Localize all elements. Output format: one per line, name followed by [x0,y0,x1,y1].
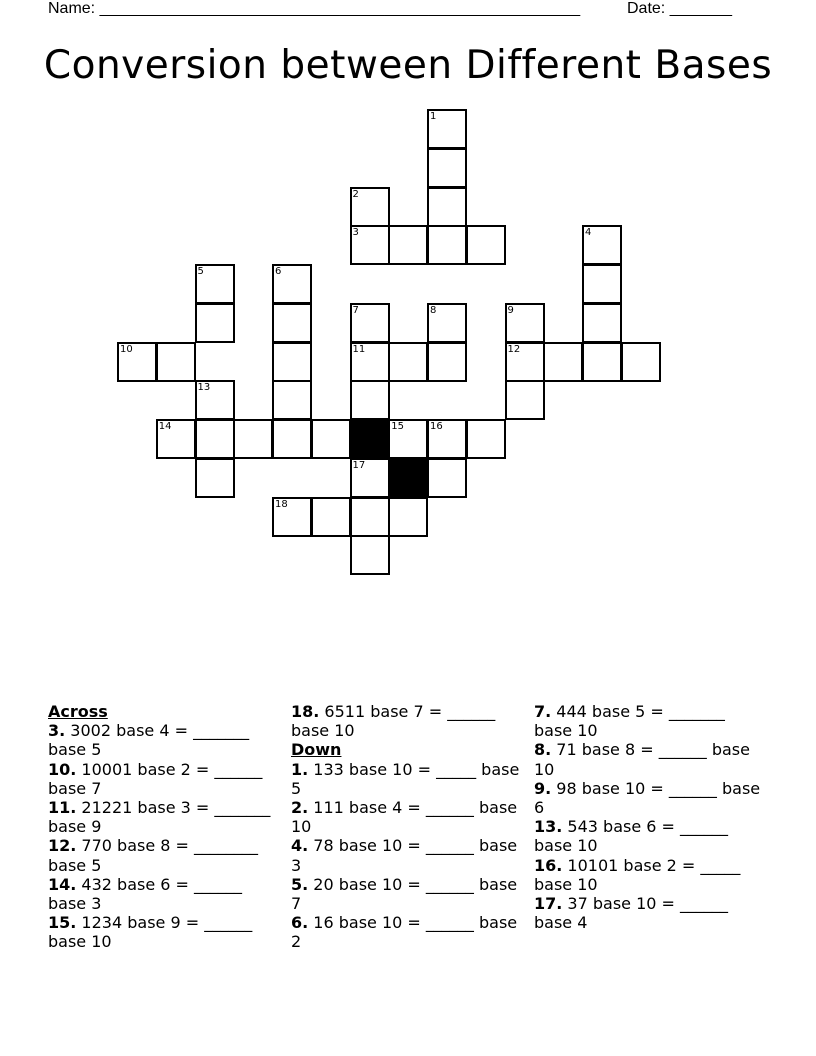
crossword-cell[interactable] [156,342,196,382]
crossword-cell[interactable] [582,225,622,265]
crossword-black-cell [350,419,390,459]
crossword-cell[interactable] [272,342,312,382]
clue-number: 3 [352,227,359,239]
clue-number: 8 [430,304,437,316]
crossword-cell[interactable] [311,497,351,537]
crossword-cell[interactable] [466,225,506,265]
clue-down-13: 13. 543 base 6 = ______ base 10 [534,817,729,856]
clue-down-2: 2. 111 base 4 = ______ base 10 [291,798,518,837]
clue-down-4: 4. 78 base 10 = ______ base 3 [291,836,518,875]
crossword-cell[interactable] [350,497,390,537]
crossword-cell[interactable] [195,419,235,459]
clue-down-9: 9. 98 base 10 = ______ base 6 [534,778,761,818]
crossword-cell[interactable] [195,458,235,498]
crossword-cell[interactable] [582,303,622,343]
clue-number: 12 [507,343,521,355]
crossword-cell[interactable] [427,225,467,265]
crossword-cell[interactable] [350,187,390,227]
clue-number: 4 [585,227,592,239]
clue-column-3 [534,702,764,932]
clue-down-5: 5. 20 base 10 = ______ base 7 [291,874,518,914]
crossword-cell[interactable] [272,303,312,343]
crossword-cell[interactable] [311,419,351,459]
crossword-cell[interactable] [272,497,312,537]
clue-number: 14 [158,421,172,432]
crossword-cell[interactable] [505,342,545,382]
crossword-cell[interactable] [543,342,583,382]
clue-down-17: 17. 37 base 10 = ______ base 4 [534,894,729,933]
clue-number: 6 [275,266,282,277]
crossword-cell[interactable] [272,419,312,459]
crossword-cell[interactable] [388,497,428,537]
crossword-cell[interactable] [427,342,467,382]
crossword-cell[interactable] [582,264,622,304]
crossword-cell[interactable] [505,380,545,420]
clue-across-11: 11. 21221 base 3 = _______ base 9 [48,798,271,837]
crossword-cell[interactable] [505,303,545,343]
crossword-black-cell [388,458,428,498]
crossword-cell[interactable] [388,419,428,459]
crossword-cell[interactable] [388,342,428,382]
crossword-cell[interactable] [272,380,312,420]
crossword-cell[interactable] [427,419,467,459]
clue-across-18: 18. 6511 base 7 = ______ base 10 [291,702,496,741]
crossword-cell[interactable] [427,109,467,149]
crossword-cell[interactable] [427,148,467,188]
name-field-label: Name: ______________________________________________________ [48,0,581,17]
clue-number: 5 [197,266,204,277]
clue-down-8: 8. 71 base 8 = ______ base 10 [534,740,750,779]
clue-across-3: 3. 3002 base 4 = _______ base 5 [48,721,250,760]
crossword-cell[interactable] [233,419,273,459]
crossword-cell[interactable] [350,380,390,420]
clue-number: 11 [352,343,366,355]
crossword-cell[interactable] [466,419,506,459]
clue-number: 9 [507,304,514,316]
clue-number: 16 [430,421,443,432]
clue-column-2 [291,702,521,952]
date-field-label: Date: _______ [627,0,732,17]
clue-number: 7 [352,304,359,316]
clue-number: 10 [120,343,133,355]
clue-down-7: 7. 444 base 5 = _______ base 10 [534,702,725,741]
clue-number: 17 [352,459,366,471]
page-title: Conversion between Different Bases [43,43,773,88]
clue-column-1 [48,702,278,952]
crossword-cell[interactable] [195,264,235,304]
clue-down-1: 1. 133 base 10 = _____ base 5 [291,759,520,798]
crossword-cell[interactable] [350,535,390,575]
clue-across-15: 15. 1234 base 9 = ______ base 10 [48,913,253,952]
crossword-cell[interactable] [350,225,390,265]
down-heading: Down [291,740,342,760]
clue-across-12: 12. 770 base 8 = ________ base 5 [48,836,259,875]
clue-across-10: 10. 10001 base 2 = ______ base 7 [48,759,263,798]
crossword-cell[interactable] [621,342,661,382]
crossword-cell[interactable] [427,303,467,343]
crossword-cell[interactable] [427,458,467,498]
clue-down-16: 16. 10101 base 2 = _____ base 10 [534,855,741,894]
clue-down-6: 6. 16 base 10 = ______ base 2 [291,913,518,952]
crossword-cell[interactable] [156,419,196,459]
crossword-cell[interactable] [117,342,157,382]
crossword-cell[interactable] [350,342,390,382]
clue-number: 13 [197,382,211,394]
crossword-cell[interactable] [195,303,235,343]
clue-across-14: 14. 432 base 6 = ______ base 3 [48,874,243,914]
crossword-cell[interactable] [195,380,235,420]
crossword-cell[interactable] [350,303,390,343]
across-heading: Across [48,702,108,721]
clue-number: 15 [391,421,404,432]
crossword-cell[interactable] [350,458,390,498]
crossword-cell[interactable] [388,225,428,265]
clue-number: 18 [275,498,288,510]
crossword-cell[interactable] [427,187,467,227]
clue-number: 2 [352,188,359,200]
crossword-cell[interactable] [272,264,312,304]
clue-number: 1 [430,111,437,122]
crossword-cell[interactable] [582,342,622,382]
